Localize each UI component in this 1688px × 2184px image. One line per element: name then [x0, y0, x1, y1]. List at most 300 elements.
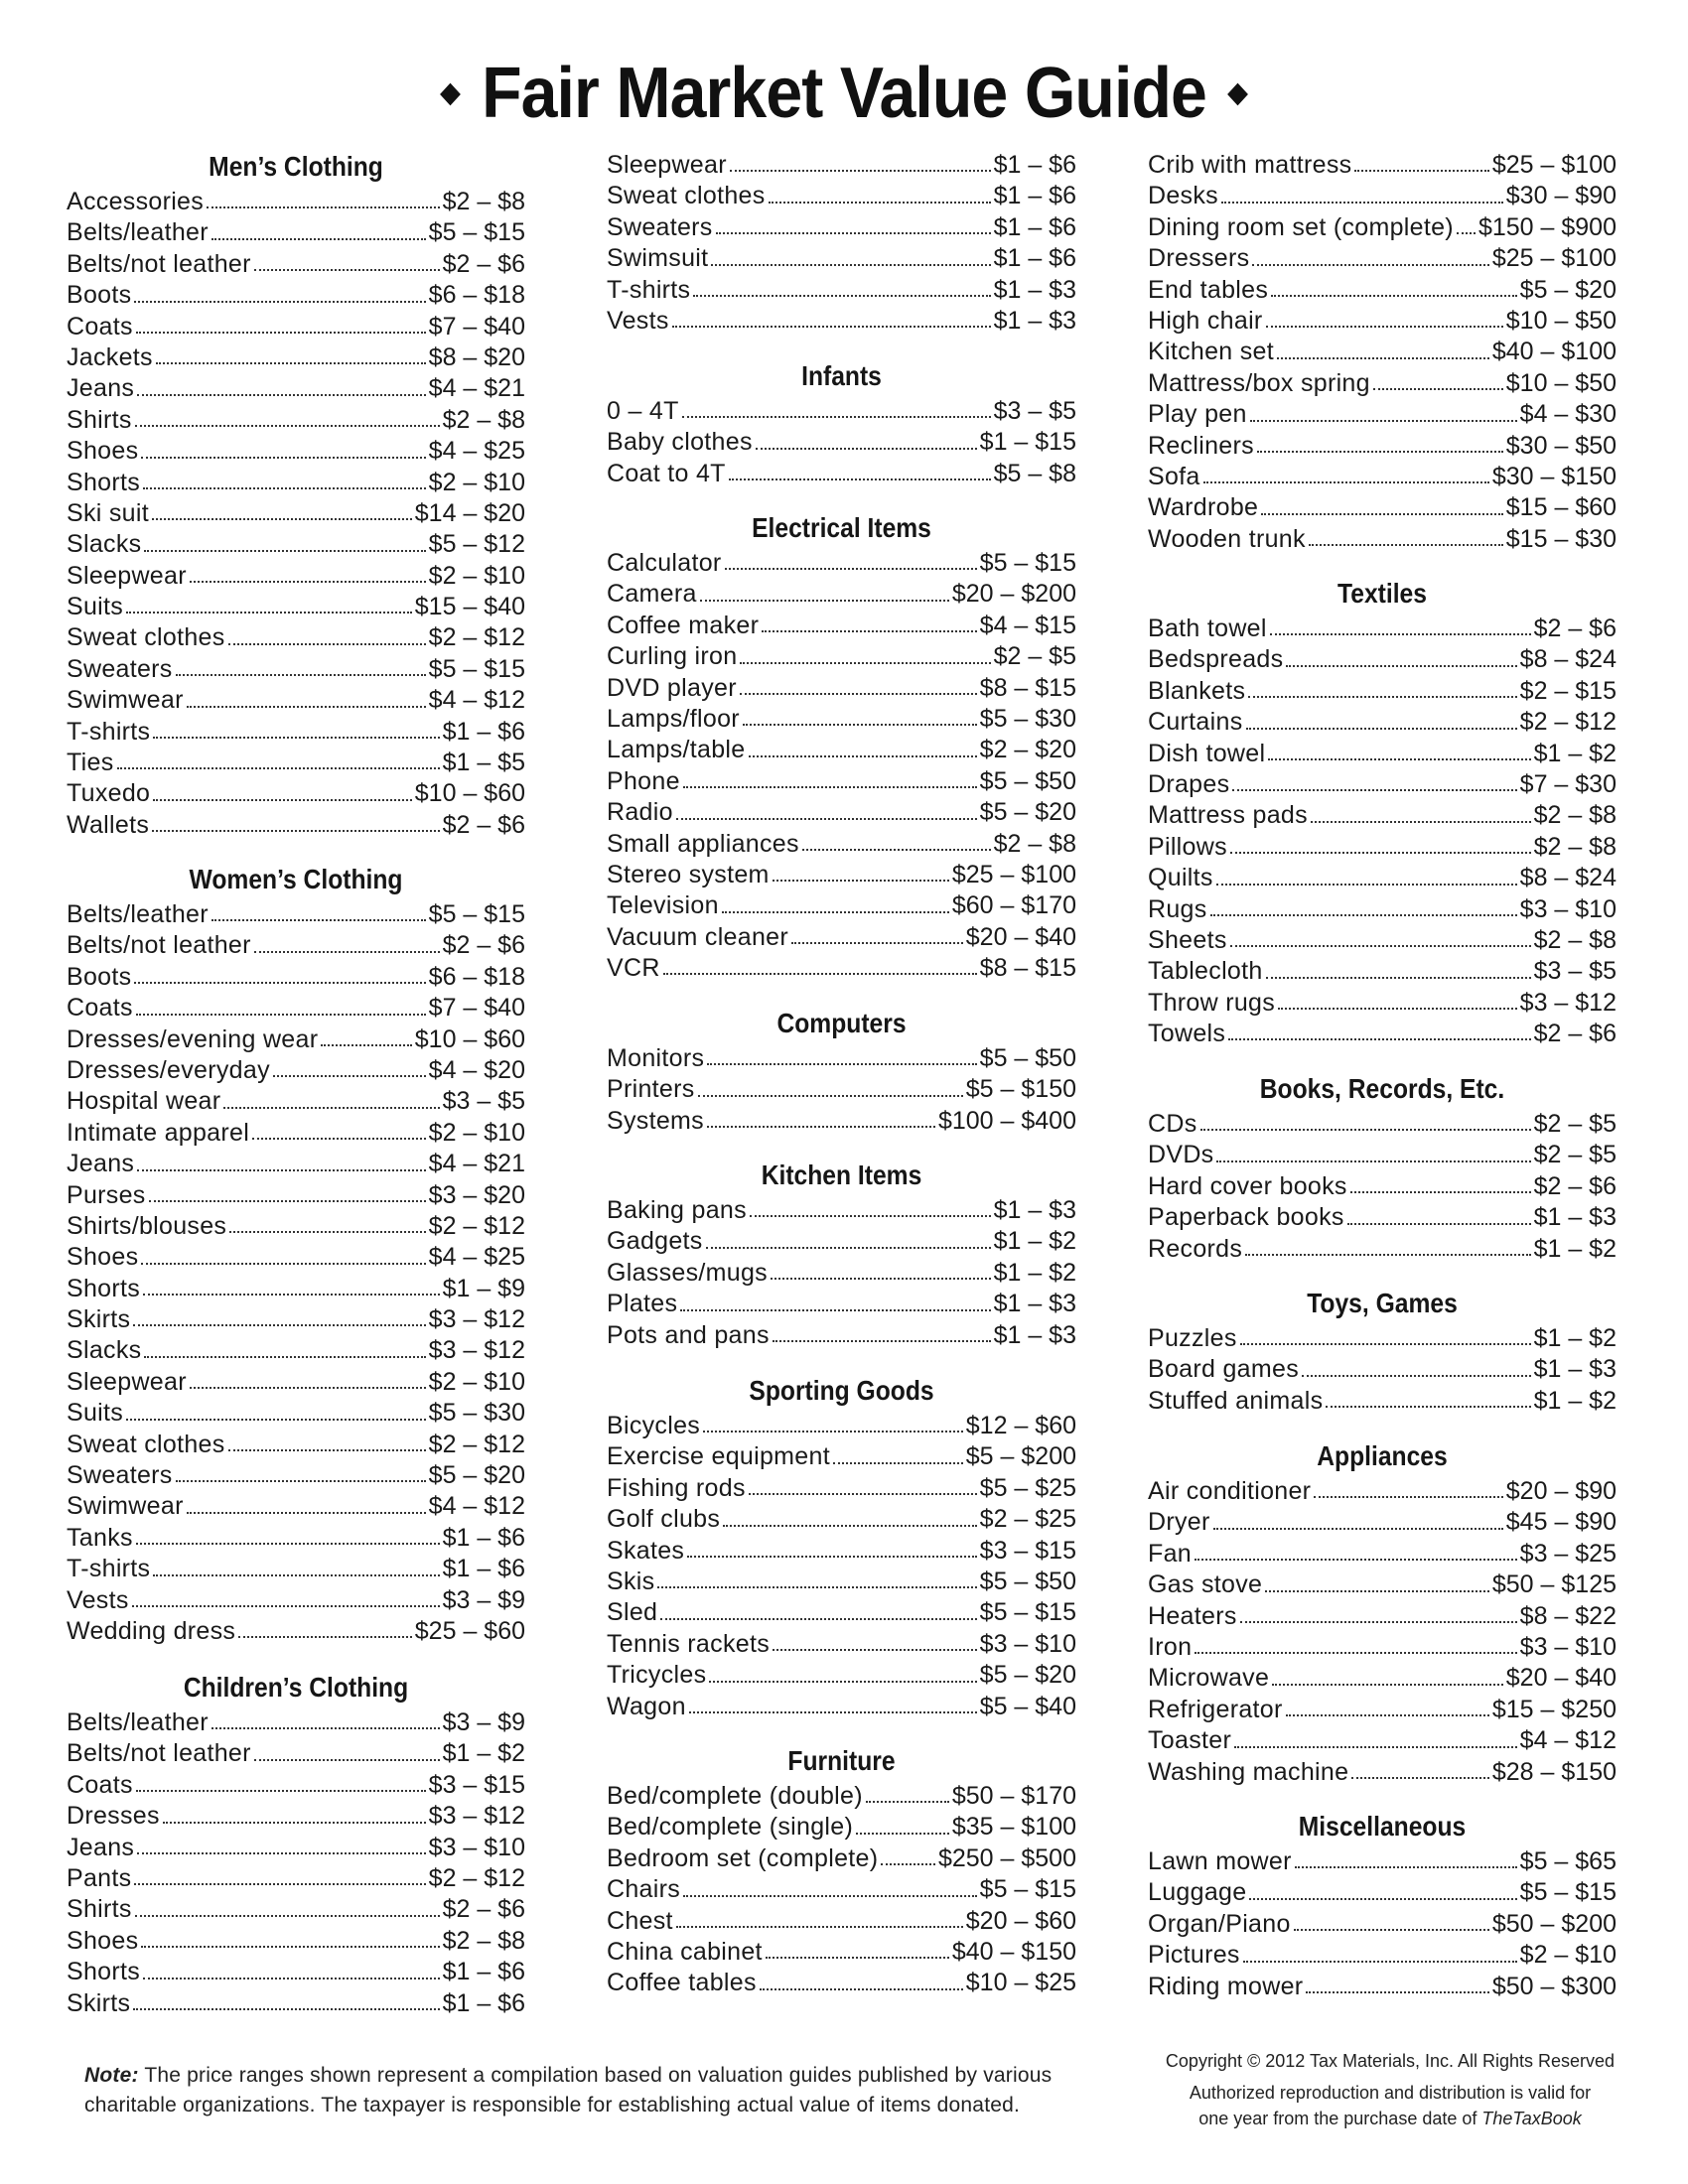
- list-item: [1148, 399, 1617, 430]
- dot-leader: [707, 1063, 976, 1065]
- dot-leader: [703, 1431, 963, 1433]
- item-price-range: $50 – $125: [1491, 1570, 1617, 1599]
- list-item: [607, 1074, 1076, 1105]
- section-heading: Children’s Clothing: [183, 1672, 409, 1703]
- item-name: Wooden trunk: [1148, 524, 1306, 553]
- item-price-range: $2 – $6: [1533, 1020, 1617, 1048]
- item-price-range: $2 – $10: [428, 561, 525, 590]
- list-item: [67, 249, 525, 280]
- item-price-range: $4 – $12: [1519, 1726, 1617, 1755]
- item-price-range: $1 – $6: [993, 212, 1076, 241]
- item-name: Stereo system: [607, 860, 770, 888]
- section-appliances: [1148, 1436, 1617, 1788]
- item-price-range: $5 – $20: [1519, 275, 1617, 304]
- list-item: [1148, 925, 1617, 956]
- list-item: [607, 673, 1076, 704]
- section-heading: Women’s Clothing: [189, 864, 403, 894]
- copyright-line: Copyright © 2012 Tax Materials, Inc. All Rights Reserved: [1165, 2051, 1616, 2071]
- item-name: T-shirts: [67, 717, 151, 746]
- item-price-range: $1 – $6: [442, 1988, 525, 2017]
- item-name: Accessories: [67, 188, 205, 215]
- item-name: Television: [607, 891, 719, 920]
- item-price-range: $8 – $24: [1519, 864, 1617, 892]
- list-item: [607, 1043, 1076, 1074]
- item-price-range: $45 – $90: [1505, 1508, 1617, 1537]
- item-price-range: $5 – $30: [979, 704, 1076, 733]
- item-price-range: $15 – $30: [1505, 524, 1617, 553]
- list-item: [1148, 956, 1617, 987]
- item-name: Toaster: [1148, 1726, 1232, 1755]
- section-heading: Books, Records, Etc.: [1259, 1073, 1505, 1104]
- item-price-range: $4 – $25: [428, 1243, 525, 1272]
- item-name: Belts/not leather: [67, 1739, 251, 1768]
- item-name: Slacks: [67, 530, 142, 559]
- dot-leader: [866, 1801, 949, 1803]
- list-item: [607, 1411, 1076, 1441]
- dot-leader: [187, 1512, 426, 1514]
- item-name: Shorts: [67, 468, 141, 496]
- item-price-range: $1 – $2: [442, 1739, 525, 1768]
- list-item: [67, 1242, 525, 1273]
- item-price-range: $5 – $50: [979, 1044, 1076, 1072]
- list-item: [1148, 1570, 1617, 1600]
- item-name: Shoes: [67, 1926, 139, 1955]
- dot-leader: [706, 1247, 991, 1249]
- item-price-range: $50 – $300: [1491, 1972, 1617, 2000]
- list-item: [67, 717, 525, 748]
- item-price-range: $5 – $8: [993, 459, 1076, 487]
- item-name: Bicycles: [607, 1412, 701, 1439]
- item-price-range: $25 – $60: [414, 1616, 525, 1645]
- list-item: [1148, 1140, 1617, 1170]
- list-item: [1148, 1725, 1617, 1756]
- section-heading: Appliances: [1317, 1440, 1448, 1471]
- item-name: Shorts: [67, 1958, 141, 1986]
- dot-leader: [126, 1419, 426, 1421]
- item-name: Skis: [607, 1567, 655, 1595]
- list-item: [607, 243, 1076, 274]
- item-price-range: $30 – $50: [1505, 431, 1617, 460]
- item-price-range: $7 – $40: [428, 312, 525, 341]
- item-price-range: $2 – $5: [1533, 1110, 1617, 1138]
- dot-leader: [149, 1200, 426, 1202]
- item-price-range: $40 – $150: [951, 1937, 1076, 1966]
- dot-leader: [856, 1833, 949, 1835]
- list-item: [67, 561, 525, 592]
- list-item: [607, 1567, 1076, 1597]
- dot-leader: [136, 1543, 440, 1545]
- item-price-range: $35 – $100: [951, 1813, 1076, 1842]
- dot-leader: [1234, 1746, 1517, 1748]
- item-price-range: $40 – $100: [1491, 338, 1617, 366]
- item-name: High chair: [1148, 306, 1263, 335]
- item-price-range: $5 – $40: [979, 1692, 1076, 1720]
- list-item: [67, 373, 525, 404]
- item-name: Iron: [1148, 1632, 1193, 1661]
- item-price-range: $6 – $18: [428, 962, 525, 991]
- list-item: [67, 1738, 525, 1769]
- item-name: Pictures: [1148, 1941, 1240, 1970]
- list-item: [607, 1441, 1076, 1472]
- list-item: [67, 1616, 525, 1647]
- item-price-range: $3 – $5: [1533, 957, 1617, 986]
- list-item: [1148, 1601, 1617, 1632]
- item-price-range: $10 – $60: [414, 1024, 525, 1053]
- item-name: Chest: [607, 1906, 673, 1935]
- item-name: Fishing rods: [607, 1473, 746, 1502]
- list-item: [1148, 1386, 1617, 1417]
- item-price-range: $5 – $50: [979, 1567, 1076, 1595]
- dot-leader: [1203, 481, 1489, 483]
- item-name: Phone: [607, 766, 680, 795]
- item-name: Tennis rackets: [607, 1629, 770, 1658]
- list-item: [1148, 181, 1617, 211]
- item-name: Curling iron: [607, 642, 738, 671]
- item-price-range: $8 – $15: [979, 673, 1076, 702]
- item-price-range: $1 – $6: [993, 151, 1076, 179]
- item-name: Pants: [67, 1863, 132, 1892]
- list-item: [67, 1367, 525, 1398]
- list-item: [67, 217, 525, 248]
- item-name: Dressers: [1148, 244, 1250, 273]
- list-item: [67, 1118, 525, 1149]
- list-item: [67, 1149, 525, 1179]
- item-name: Curtains: [1148, 708, 1243, 737]
- list-item: [67, 1304, 525, 1335]
- dot-leader: [153, 737, 439, 739]
- list-item: [1148, 988, 1617, 1019]
- item-name: Washing machine: [1148, 1757, 1349, 1786]
- item-price-range: $2 – $10: [428, 468, 525, 496]
- dot-leader: [117, 767, 440, 769]
- list-item: [607, 1536, 1076, 1567]
- list-item: [607, 922, 1076, 953]
- dot-leader: [1294, 1929, 1489, 1931]
- dot-leader: [1246, 728, 1517, 730]
- item-name: Dining room set (complete): [1148, 212, 1454, 241]
- item-price-range: $1 – $2: [1533, 739, 1617, 767]
- dot-leader: [254, 1759, 440, 1761]
- list-item: [67, 810, 525, 841]
- item-name: Coats: [67, 312, 133, 341]
- dot-leader: [1457, 232, 1476, 234]
- section-furniture-continued: [1148, 150, 1617, 555]
- list-item: [1148, 707, 1617, 738]
- item-name: Coffee tables: [607, 1969, 757, 1997]
- item-name: Exercise equipment: [607, 1442, 830, 1471]
- item-name: Bath towel: [1148, 614, 1267, 642]
- item-price-range: $2 – $6: [442, 1895, 525, 1924]
- item-price-range: $12 – $60: [965, 1412, 1076, 1439]
- dot-leader: [881, 1863, 935, 1865]
- list-item: [67, 1988, 525, 2019]
- list-item: [67, 187, 525, 217]
- dot-leader: [211, 238, 426, 240]
- dot-leader: [663, 973, 977, 975]
- item-name: Sweaters: [67, 654, 173, 683]
- list-item: [607, 797, 1076, 828]
- item-price-range: $2 – $8: [442, 1926, 525, 1955]
- dot-leader: [1351, 1777, 1489, 1779]
- item-price-range: $5 – $20: [428, 1461, 525, 1490]
- diamond-icon: [440, 83, 461, 106]
- book-title: TheTaxBook: [1481, 2109, 1582, 2128]
- dot-leader: [750, 1215, 991, 1217]
- item-name: Shirts/blouses: [67, 1211, 227, 1240]
- list-item: [1148, 1846, 1617, 1877]
- item-price-range: $3 – $10: [1519, 894, 1617, 923]
- item-name: Golf clubs: [607, 1505, 721, 1534]
- dot-leader: [176, 1480, 426, 1482]
- list-item: [67, 1554, 525, 1584]
- dot-leader: [126, 612, 412, 614]
- item-price-range: $2 – $15: [1519, 676, 1617, 705]
- dot-leader: [766, 1957, 949, 1959]
- list-item: [607, 1258, 1076, 1289]
- item-name: Wagon: [607, 1692, 686, 1720]
- list-item: [67, 592, 525, 622]
- list-item: [67, 1180, 525, 1211]
- list-item: [1148, 1539, 1617, 1570]
- validity-line: [1142, 2106, 1638, 2131]
- item-name: Dresses: [67, 1802, 160, 1831]
- dot-leader: [141, 1263, 425, 1265]
- list-item: [1148, 1323, 1617, 1354]
- list-item: [607, 181, 1076, 211]
- item-name: Boots: [67, 962, 132, 991]
- item-price-range: $3 – $20: [428, 1180, 525, 1209]
- list-item: [67, 993, 525, 1024]
- list-item: [607, 1692, 1076, 1722]
- dot-leader: [709, 1681, 976, 1683]
- item-price-range: $3 – $9: [442, 1708, 525, 1736]
- item-name: Wallets: [67, 810, 150, 839]
- list-item: [67, 654, 525, 685]
- list-item: [607, 860, 1076, 890]
- item-name: Systems: [607, 1106, 704, 1135]
- list-item: [1148, 212, 1617, 243]
- dot-leader: [229, 1231, 425, 1233]
- item-price-range: $1 – $3: [993, 1320, 1076, 1349]
- section-childrens-clothing: [67, 1668, 525, 2019]
- dot-leader: [676, 818, 977, 820]
- dot-leader: [672, 326, 991, 328]
- item-price-range: $2 – $10: [428, 1367, 525, 1396]
- item-price-range: $15 – $60: [1505, 493, 1617, 522]
- list-item: [607, 704, 1076, 735]
- item-name: Fan: [1148, 1539, 1192, 1568]
- dot-leader: [190, 581, 426, 583]
- dot-leader: [1302, 1375, 1531, 1377]
- item-price-range: $10 – $50: [1505, 306, 1617, 335]
- dot-leader: [187, 706, 426, 708]
- item-price-range: $3 – $12: [428, 1802, 525, 1831]
- list-item: [607, 1597, 1076, 1628]
- dot-leader: [683, 786, 977, 788]
- item-price-range: $10 – $50: [1505, 368, 1617, 397]
- item-name: VCR: [607, 954, 660, 983]
- authorization-line: Authorized reproduction and distribution is valid for: [1189, 2083, 1592, 2103]
- item-name: Lawn mower: [1148, 1847, 1292, 1875]
- list-item: [607, 306, 1076, 337]
- dot-leader: [740, 662, 990, 664]
- section-sporting-goods: [607, 1371, 1076, 1722]
- item-name: 0 – 4T: [607, 397, 679, 425]
- list-item: [67, 1211, 525, 1242]
- disclaimer-note: [84, 2061, 1077, 2120]
- item-name: Small appliances: [607, 829, 799, 858]
- item-price-range: $30 – $150: [1491, 462, 1617, 490]
- section-heading: Kitchen Items: [761, 1160, 922, 1190]
- item-price-range: $1 – $6: [993, 182, 1076, 210]
- dot-leader: [1326, 1406, 1530, 1408]
- list-item: [67, 280, 525, 311]
- item-price-range: $2 – $12: [1519, 708, 1617, 737]
- list-item: [67, 1274, 525, 1304]
- dot-leader: [1373, 388, 1503, 390]
- list-item: [607, 579, 1076, 610]
- dot-leader: [1232, 789, 1516, 791]
- list-item: [67, 498, 525, 529]
- item-price-range: $3 – $10: [979, 1629, 1076, 1658]
- item-price-range: $3 – $15: [428, 1770, 525, 1799]
- dot-leader: [698, 1095, 963, 1097]
- dot-leader: [254, 269, 440, 271]
- item-name: Monitors: [607, 1044, 705, 1072]
- dot-leader: [1268, 758, 1530, 760]
- dot-leader: [134, 301, 425, 303]
- dot-leader: [1240, 1621, 1517, 1623]
- list-item: [1148, 1940, 1617, 1971]
- list-item: [67, 1460, 525, 1491]
- item-name: Jeans: [67, 374, 135, 403]
- item-name: Recliners: [1148, 431, 1254, 460]
- item-name: Play pen: [1148, 400, 1247, 429]
- dot-leader: [762, 630, 976, 632]
- item-price-range: $2 – $5: [993, 642, 1076, 671]
- item-price-range: $3 – $15: [979, 1536, 1076, 1565]
- dot-leader: [137, 394, 425, 396]
- item-name: Dryer: [1148, 1508, 1210, 1537]
- list-item: [1148, 1877, 1617, 1908]
- dot-leader: [143, 1978, 440, 1979]
- list-item: [607, 890, 1076, 921]
- item-price-range: $2 – $6: [442, 931, 525, 960]
- list-item: [67, 778, 525, 809]
- dot-leader: [190, 1387, 426, 1389]
- item-price-range: $4 – $12: [428, 686, 525, 715]
- item-price-range: $5 – $25: [979, 1473, 1076, 1502]
- list-item: [67, 1086, 525, 1117]
- item-name: Dish towel: [1148, 739, 1266, 767]
- item-price-range: $1 – $2: [993, 1258, 1076, 1287]
- list-item: [1148, 1663, 1617, 1694]
- dot-leader: [1306, 1991, 1488, 1993]
- item-price-range: $2 – $12: [428, 1863, 525, 1892]
- item-name: Coat to 4T: [607, 459, 726, 487]
- item-price-range: $2 – $6: [442, 249, 525, 278]
- dot-leader: [1221, 202, 1503, 204]
- dot-leader: [134, 982, 425, 984]
- dot-leader: [729, 478, 991, 480]
- section-heading: Computers: [776, 1008, 907, 1038]
- section-infants: [607, 356, 1076, 489]
- item-name: T-shirts: [607, 275, 691, 304]
- list-item: [607, 953, 1076, 984]
- list-item: [607, 275, 1076, 306]
- item-name: Tanks: [67, 1523, 133, 1552]
- list-item: [1148, 1476, 1617, 1507]
- dot-leader: [152, 518, 412, 520]
- dot-leader: [141, 457, 425, 459]
- item-price-range: $20 – $200: [951, 580, 1076, 609]
- item-price-range: $1 – $6: [993, 244, 1076, 273]
- item-price-range: $3 – $10: [1519, 1632, 1617, 1661]
- item-name: Coats: [67, 994, 133, 1023]
- item-name: China cabinet: [607, 1937, 763, 1966]
- validity-text: one year from the purchase date of: [1198, 2109, 1482, 2128]
- dot-leader: [1272, 1684, 1503, 1686]
- list-item: [607, 1812, 1076, 1843]
- item-price-range: $4 – $21: [428, 1150, 525, 1178]
- item-price-range: $2 – $10: [428, 1118, 525, 1147]
- dot-leader: [238, 1636, 412, 1638]
- dot-leader: [153, 1574, 439, 1576]
- item-name: Shorts: [67, 1274, 141, 1302]
- item-name: Suits: [67, 593, 124, 621]
- item-price-range: $5 – $65: [1519, 1847, 1617, 1875]
- dot-leader: [135, 425, 440, 427]
- item-price-range: $1 – $5: [442, 749, 525, 777]
- section-womens-clothing: [67, 860, 525, 1647]
- item-name: Boots: [67, 281, 132, 310]
- item-name: Chairs: [607, 1875, 681, 1904]
- list-item: [1148, 492, 1617, 523]
- item-name: Gas stove: [1148, 1570, 1263, 1599]
- section-miscellaneous: [1148, 1807, 1617, 2002]
- list-item: [67, 312, 525, 342]
- item-name: Jeans: [67, 1150, 135, 1178]
- list-item: [607, 1843, 1076, 1874]
- item-price-range: $2 – $12: [428, 1211, 525, 1240]
- section-furniture: [607, 1741, 1076, 1999]
- dot-leader: [1213, 1528, 1503, 1530]
- list-item: [607, 766, 1076, 797]
- item-name: Sleepwear: [67, 561, 187, 590]
- list-item: [67, 1801, 525, 1832]
- dot-leader: [1286, 665, 1516, 667]
- dot-leader: [144, 550, 425, 552]
- list-item: [1148, 739, 1617, 769]
- item-name: Quilts: [1148, 864, 1213, 892]
- item-price-range: $2 – $8: [442, 188, 525, 215]
- item-name: Tricycles: [607, 1661, 707, 1690]
- item-name: Sleepwear: [607, 151, 727, 179]
- dot-leader: [135, 1915, 440, 1917]
- dot-leader: [1311, 821, 1531, 823]
- item-price-range: $8 – $15: [979, 954, 1076, 983]
- item-name: Shoes: [67, 437, 139, 466]
- dot-leader: [743, 724, 977, 726]
- item-name: Camera: [607, 580, 697, 609]
- section-heading: Miscellaneous: [1298, 1811, 1467, 1842]
- item-name: Shirts: [67, 405, 132, 434]
- item-name: Printers: [607, 1075, 695, 1104]
- item-price-range: $2 – $5: [1533, 1141, 1617, 1169]
- list-item: [67, 1707, 525, 1738]
- dot-leader: [1295, 1866, 1517, 1868]
- dot-leader: [1195, 1559, 1517, 1561]
